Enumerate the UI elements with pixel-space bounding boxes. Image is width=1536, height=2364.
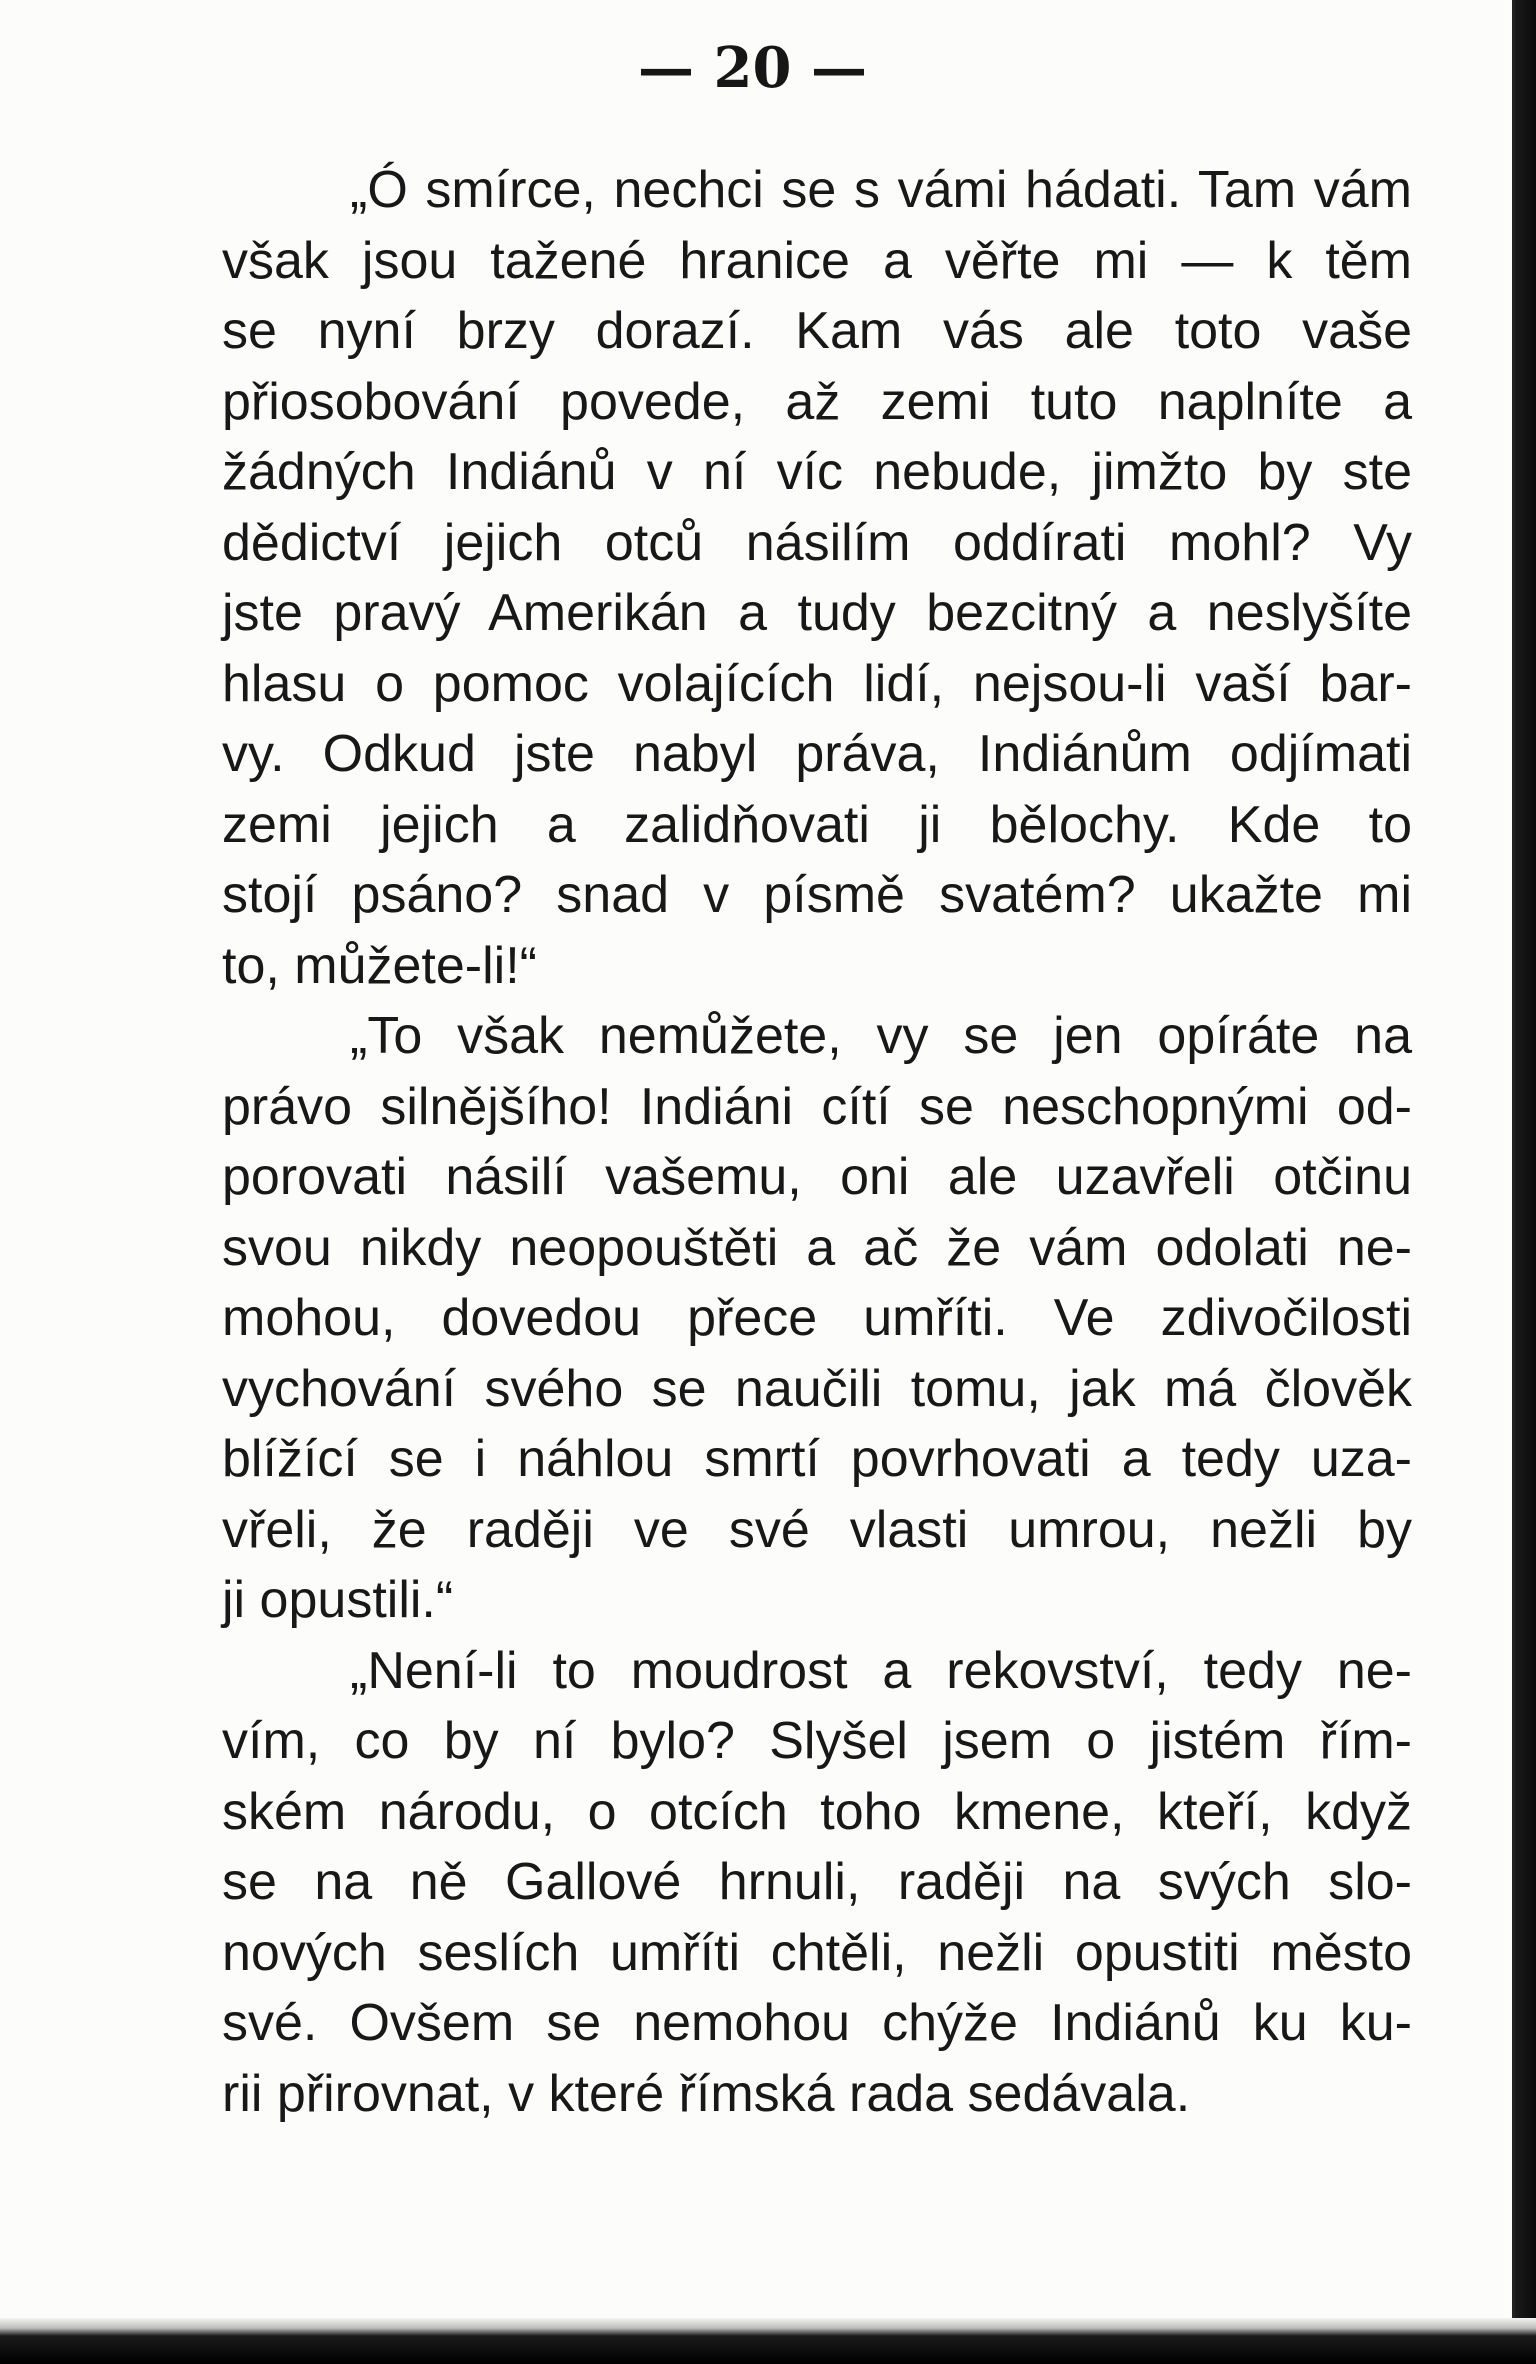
text-line: svou nikdy neopouštěti a ač že vám odolati ne-	[222, 1218, 1412, 1277]
text-line: zemi jejich a zalidňovati ji bělochy. Kde to	[222, 795, 1412, 854]
text-line: přiosobování povede, až zemi tuto naplníte a	[222, 372, 1412, 431]
page-number: — 20 —	[638, 35, 867, 101]
paragraph-1	[222, 155, 1412, 1001]
text-line: se na ně Gallové hrnuli, raději na svých slo-	[222, 1853, 1412, 1911]
body-text	[222, 155, 1412, 2129]
paragraph-3	[222, 1636, 1412, 2130]
text-line: „To však nemůžete, vy se jen opíráte na	[350, 1007, 1412, 1065]
text-line: to, můžete-li!“	[222, 936, 537, 995]
bottom-page-edge	[0, 2318, 1536, 2364]
text-line: se nyní brzy dorazí. Kam vás ale toto vaše	[222, 302, 1412, 360]
text-line: jste pravý Amerikán a tudy bezcitný a neslyšíte	[222, 584, 1412, 642]
paragraph-2	[222, 1001, 1412, 1636]
text-line: nových seslích umříti chtěli, nežli opustiti město	[222, 1923, 1412, 1982]
text-line: žádných Indiánů v ní víc nebude, jimžto by ste	[222, 443, 1412, 501]
page-edge-line	[1512, 0, 1515, 2364]
text-line: své. Ovšem se nemohou chýže Indiánů ku ku-	[222, 1994, 1412, 2052]
text-line: „Není-li to moudrost a rekovství, tedy ne-	[350, 1641, 1412, 1700]
text-line: však jsou tažené hranice a věřte mi — k těm	[222, 231, 1412, 290]
text-line: ji opustili.“	[222, 1571, 454, 1629]
text-line: vřeli, že raději ve své vlasti umrou, nežli by	[222, 1500, 1412, 1559]
text-line: stojí psáno? snad v písmě svatém? ukažte mi	[222, 866, 1412, 924]
text-line: vychování svého se naučili tomu, jak má člověk	[222, 1359, 1412, 1418]
text-line: porovati násilí vašemu, oni ale uzavřeli otčinu	[222, 1148, 1412, 1206]
text-line: blížící se i náhlou smrtí povrhovati a tedy uza-	[222, 1430, 1412, 1488]
text-line: ském národu, o otcích toho kmene, kteří, když	[222, 1782, 1412, 1841]
text-line: „Ó smírce, nechci se s vámi hádati. Tam vám	[350, 161, 1412, 219]
text-line: dědictví jejich otců násilím oddírati mohl? Vy	[222, 513, 1412, 572]
text-line: vy. Odkud jste nabyl práva, Indiánům odjímati	[222, 725, 1412, 783]
text-line: vím, co by ní bylo? Slyšel jsem o jistém řím-	[222, 1712, 1412, 1770]
page-spine-shadow	[1505, 0, 1536, 2364]
text-line: mohou, dovedou přece umříti. Ve zdivočilosti	[222, 1289, 1412, 1347]
text-line: hlasu o pomoc volajících lidí, nejsou-li vaší bar-	[222, 654, 1412, 713]
text-line: rii přirovnat, v které římská rada sedávala.	[222, 2064, 1191, 2123]
text-line: právo silnějšího! Indiáni cítí se neschopnými od-	[222, 1077, 1412, 1136]
